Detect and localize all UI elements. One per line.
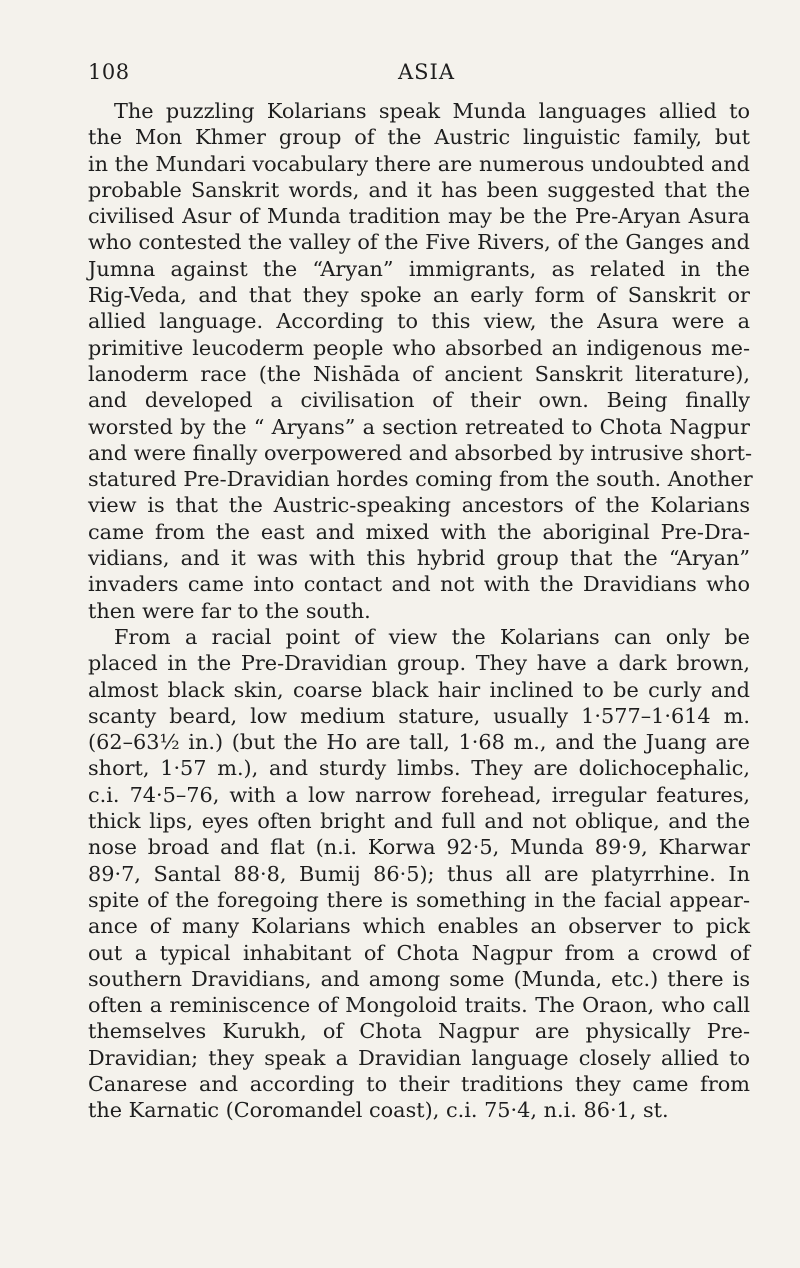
text-line: short, 1·57 m.), and sturdy limbs. They are dolichocephalic, xyxy=(88,756,750,781)
text-line: then were far to the south. xyxy=(88,598,371,623)
text-line: scanty beard, low medium stature, usually 1·577–1·614 m. xyxy=(88,703,750,728)
text-line: primitive leucoderm people who absorbed an indigenous me- xyxy=(88,335,750,360)
text-line: civilised Asur of Munda tradition may be the Pre-Aryan Asura xyxy=(88,204,750,229)
text-line: lanoderm race (the Nishāda of ancient Sanskrit literature), xyxy=(88,361,750,386)
body-text xyxy=(88,98,753,1124)
text-line: the Karnatic (Coromandel coast), c.i. 75·4, n.i. 86·1, st. xyxy=(88,1098,669,1123)
text-line: spite of the foregoing there is something in the facial appear- xyxy=(88,887,750,912)
text-line: Dravidian; they speak a Dravidian language closely allied to xyxy=(88,1045,750,1070)
page-number: 108 xyxy=(88,60,130,84)
text-line: probable Sanskrit words, and it has been suggested that the xyxy=(88,177,750,202)
text-line: came from the east and mixed with the aboriginal Pre-Dra- xyxy=(88,519,750,544)
text-line: who contested the valley of the Five Rivers, of the Ganges and xyxy=(88,230,750,255)
text-line: 89·7, Santal 88·8, Bumij 86·5); thus all are platyrrhine. In xyxy=(88,861,750,886)
text-line: The puzzling Kolarians speak Munda languages allied to xyxy=(114,99,750,123)
section-title: ASIA xyxy=(398,60,456,84)
text-line: almost black skin, coarse black hair inclined to be curly and xyxy=(88,677,750,702)
text-line: vidians, and it was with this hybrid group that the “Aryan” xyxy=(88,546,750,571)
text-line: in the Mundari vocabulary there are numerous undoubted and xyxy=(88,151,750,176)
text-line: view is that the Austric-speaking ancestors of the Kolarians xyxy=(88,493,750,518)
running-head xyxy=(88,60,728,90)
text-line: c.i. 74·5–76, with a low narrow forehead, irregular features, xyxy=(88,782,750,807)
text-line: themselves Kurukh, of Chota Nagpur are physically Pre- xyxy=(88,1019,750,1044)
text-line: (62–63½ in.) (but the Ho are tall, 1·68 m., and the Juang are xyxy=(88,730,750,755)
paragraph xyxy=(88,98,753,624)
text-line: worsted by the “ Aryans” a section retreated to Chota Nagpur xyxy=(88,414,750,439)
paragraph xyxy=(88,624,750,1124)
text-line: often a reminiscence of Mongoloid traits. The Oraon, who call xyxy=(88,993,750,1018)
text-line: Canarese and according to their traditions they came from xyxy=(88,1071,750,1096)
text-line: and were finally overpowered and absorbed by intrusive short- xyxy=(88,440,753,465)
text-line: southern Dravidians, and among some (Munda, etc.) there is xyxy=(88,966,750,991)
text-line: the Mon Khmer group of the Austric linguistic family, but xyxy=(88,125,750,150)
text-line: ance of many Kolarians which enables an observer to pick xyxy=(88,914,750,939)
text-line: thick lips, eyes often bright and full and not oblique, and the xyxy=(88,809,750,834)
text-line: allied language. According to this view, the Asura were a xyxy=(88,309,750,334)
text-line: nose broad and flat (n.i. Korwa 92·5, Munda 89·9, Kharwar xyxy=(88,835,750,860)
text-line: Rig-Veda, and that they spoke an early form of Sanskrit or xyxy=(88,283,750,308)
text-line: placed in the Pre-Dravidian group. They have a dark brown, xyxy=(88,651,750,676)
text-line: and developed a civilisation of their own. Being finally xyxy=(88,388,750,413)
text-line: From a racial point of view the Kolarians can only be xyxy=(114,624,750,649)
text-line: statured Pre-Dravidian hordes coming from the south. Another xyxy=(88,467,753,492)
text-line: Jumna against the “Aryan” immigrants, as related in the xyxy=(88,256,750,281)
text-line: out a typical inhabitant of Chota Nagpur from a crowd of xyxy=(88,940,750,965)
text-line: invaders came into contact and not with the Dravidians who xyxy=(88,572,750,597)
